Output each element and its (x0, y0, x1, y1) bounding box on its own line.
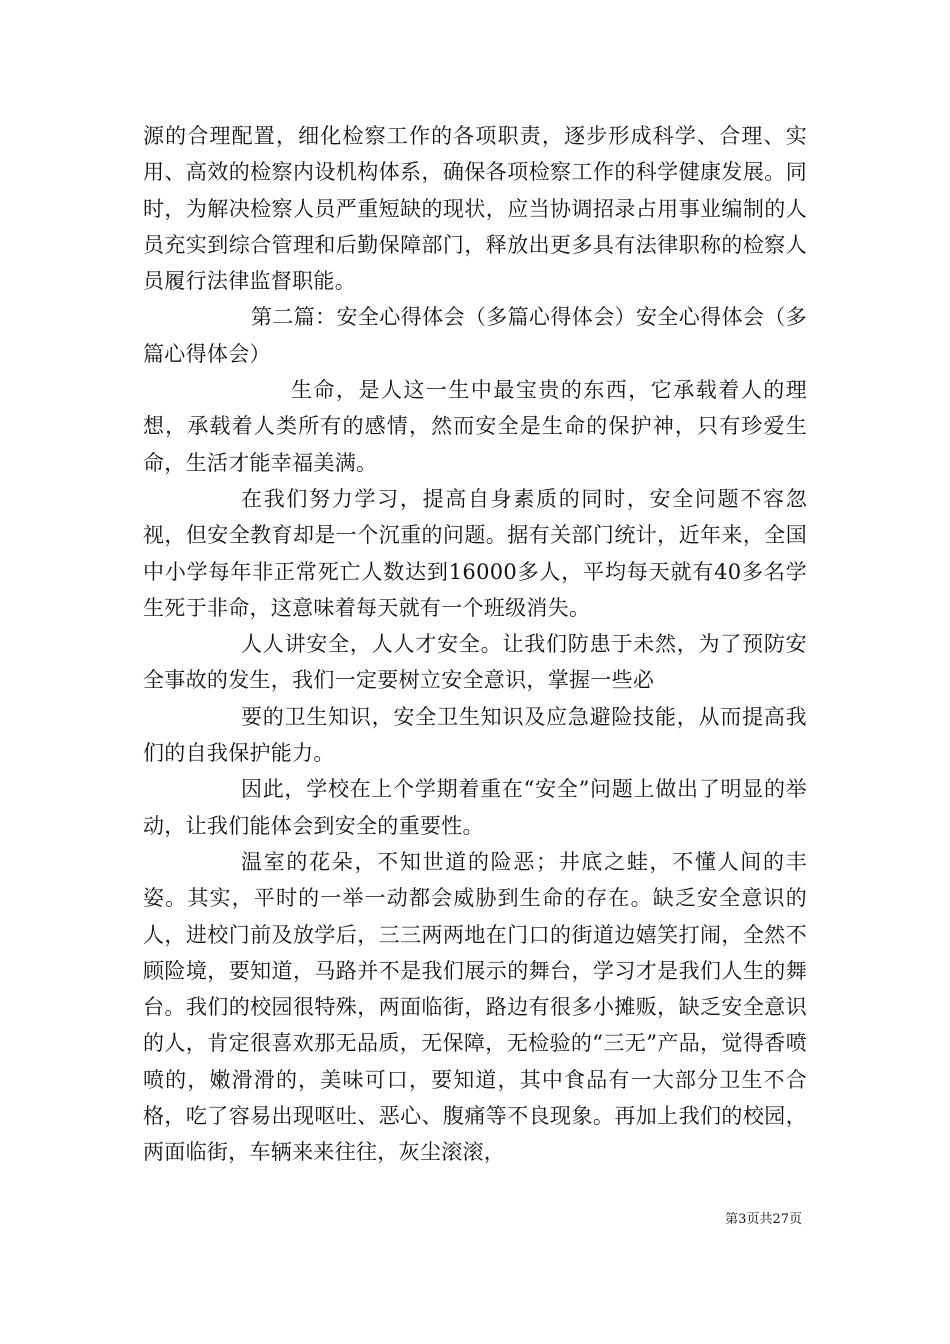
paragraph: 生命，是人这一生中最宝贵的东西，它承载着人的理想，承载着人类所有的感情，然而安全是生命的保护神，只有珍爱生命，生活才能幸福美满。 (143, 378, 807, 475)
paragraph: 因此，学校在上个学期着重在“安全”问题上做出了明显的举动，让我们能体会到安全的重要性。 (143, 777, 807, 838)
paragraph: 温室的花朵，不知世道的险恶；井底之蛙，不懂人间的丰姿。其实，平时的一举一动都会威胁到生命的存在。缺乏安全意识的人，进校门前及放学后，三三两两地在门口的街道边嬉笑打闹，全然不顾险境，要知道，马路并不是我们展示的舞台，学习才是我们人生的舞台。我们的校园很特殊，两面临街，路边有很多小摊贩，缺乏安全意识的人，肯定很喜欢那无品质，无保障，无检验的“三无”产品，觉得香喷喷的，嫩滑滑的，美味可口，要知道，其中食品有一大部分卫生不合格，吃了容易出现呕吐、恶心、腹痛等不良现象。再加上我们的校园，两面临街，车辆来来往往，灰尘滚滚， (143, 849, 807, 1165)
page-number-footer: 第3页共27页 (725, 1212, 802, 1227)
section-heading: 第二篇：安全心得体会（多篇心得体会）安全心得体会（多篇心得体会） (143, 305, 807, 366)
paragraph-continuation: 源的合理配置，细化检察工作的各项职责，逐步形成科学、合理、实用、高效的检察内设机构体系，确保各项检察工作的科学健康发展。同时，为解决检察人员严重短缺的现状，应当协调招录占用事业编制的人员充实到综合管理和后勤保障部门，释放出更多具有法律职称的检察人员履行法律监督职能。 (143, 124, 807, 294)
document-body (143, 118, 807, 1171)
paragraph: 要的卫生知识，安全卫生知识及应急避险技能，从而提高我们的自我保护能力。 (143, 704, 807, 766)
paragraph: 在我们努力学习，提高自身素质的同时，安全问题不容忽视，但安全教育却是一个沉重的问题。据有关部门统计，近年来，全国中小学每年非正常死亡人数达到16000多人，平均每天就有40多名学生死于非命，这意味着每天就有一个班级消失。 (143, 486, 807, 620)
paragraph: 人人讲安全，人人才安全。让我们防患于未然，为了预防安全事故的发生，我们一定要树立安全意识，掌握一些必 (143, 632, 807, 693)
